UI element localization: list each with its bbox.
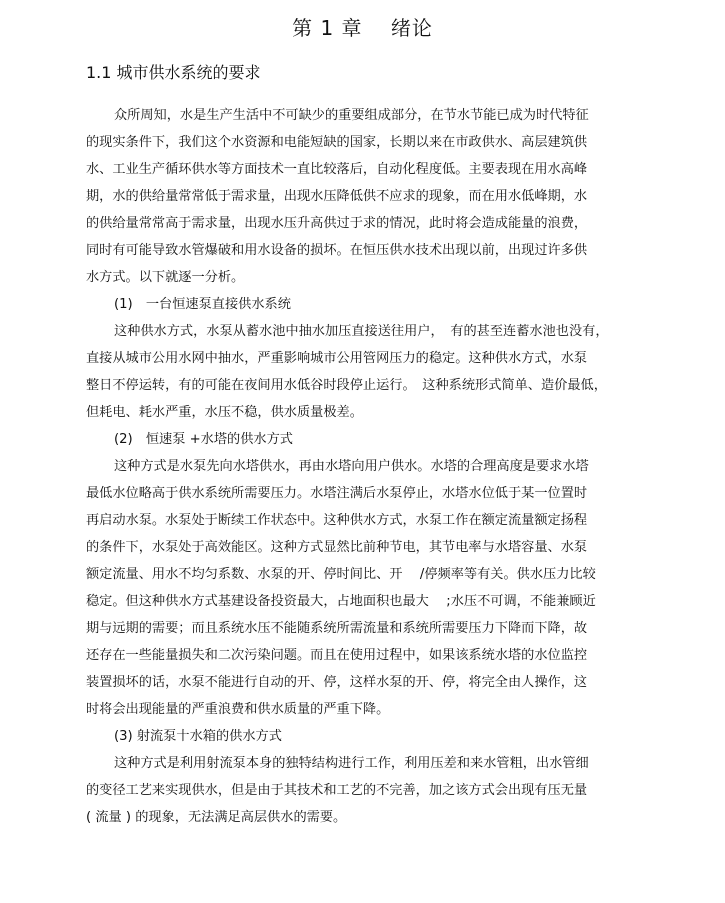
text-line: 直接从城市公用水网中抽水，严重影响城市公用管网压力的稳定。这种供水方式，水泵	[86, 351, 588, 366]
text-line: 的现实条件下，我们这个水资源和电能短缺的国家，长期以来在市政供水、高层建筑供	[86, 135, 588, 150]
text-line: 整日不停运转，有的可能在夜间用水低谷时段停止运行。 这种系统形式简单、造价最低，	[86, 378, 607, 393]
text-line: 但耗电、耗水严重，水压不稳，供水质量极差。	[86, 405, 363, 420]
text-line: 再启动水泵。水泵处于断续工作状态中。这种供水方式，水泵工作在额定流量额定扬程	[86, 513, 588, 528]
text-line: 额定流量、用水不均匀系数、水泵的开、停时间比、开 /停频率等有关。供水压力比较	[86, 567, 596, 582]
section-heading: 1.1 城市供水系统的要求	[86, 63, 261, 82]
text-line: 时将会出现能量的严重浪费和供水质量的严重下降。	[86, 702, 390, 717]
text-line: (2) 恒速泵 +水塔的供水方式	[114, 432, 293, 447]
text-line: 的变径工艺来实现供水，但是由于其技术和工艺的不完善，加之该方式会出现有压无量	[86, 783, 588, 798]
text-line: (1) 一台恒速泵直接供水系统	[114, 297, 291, 312]
text-line: 这种供水方式，水泵从蓄水池中抽水加压直接送往用户， 有的甚至连蓄水池也没有，	[114, 324, 609, 339]
chapter-title: 第 1 章 绪论	[292, 16, 433, 40]
text-line: 的条件下，水泵处于高效能区。这种方式显然比前种节电，其节电率与水塔容量、水泵	[86, 540, 588, 555]
text-line: 期与远期的需要；而且系统水压不能随系统所需流量和系统所需要压力下降而下降，故	[86, 621, 588, 636]
text-line: 的供给量常常高于需求量，出现水压升高供过于求的情况，此时将会造成能量的浪费，	[86, 216, 588, 231]
text-line: 最低水位略高于供水系统所需要压力。水塔注满后水泵停止，水塔水位低于某一位置时	[86, 486, 588, 501]
text-line: 同时有可能导致水管爆破和用水设备的损坏。在恒压供水技术出现以前，出现过许多供	[86, 243, 588, 258]
text-line: 这种方式是水泵先向水塔供水，再由水塔向用户供水。水塔的合理高度是要求水塔	[114, 459, 589, 474]
text-line: 装置损坏的话，水泵不能进行自动的开、停，这样水泵的开、停，将完全由人操作，这	[86, 675, 588, 690]
text-line: 期，水的供给量常常低于需求量，出现水压降低供不应求的现象，而在用水低峰期，水	[86, 189, 588, 204]
text-line: 这种方式是利用射流泵本身的独特结构进行工作，利用压差和来水管粗，出水管细	[114, 756, 589, 771]
text-line: 众所周知，水是生产生活中不可缺少的重要组成部分，在节水节能已成为时代特征	[114, 108, 589, 123]
text-line: (3) 射流泵十水箱的供水方式	[114, 729, 282, 744]
text-line: 水方式。以下就逐一分析。	[86, 270, 245, 285]
text-line: ( 流量 ) 的现象，无法满足高层供水的需要。	[86, 810, 347, 825]
text-line: 水、工业生产循环供水等方面技术一直比较落后，自动化程度低。主要表现在用水高峰	[86, 162, 588, 177]
text-line: 还存在一些能量损失和二次污染问题。而且在使用过程中，如果该系统水塔的水位监控	[86, 648, 588, 663]
text-line: 稳定。但这种供水方式基建设备投资最大，占地面积也最大 ;水压不可调，不能兼顾近	[86, 594, 596, 609]
